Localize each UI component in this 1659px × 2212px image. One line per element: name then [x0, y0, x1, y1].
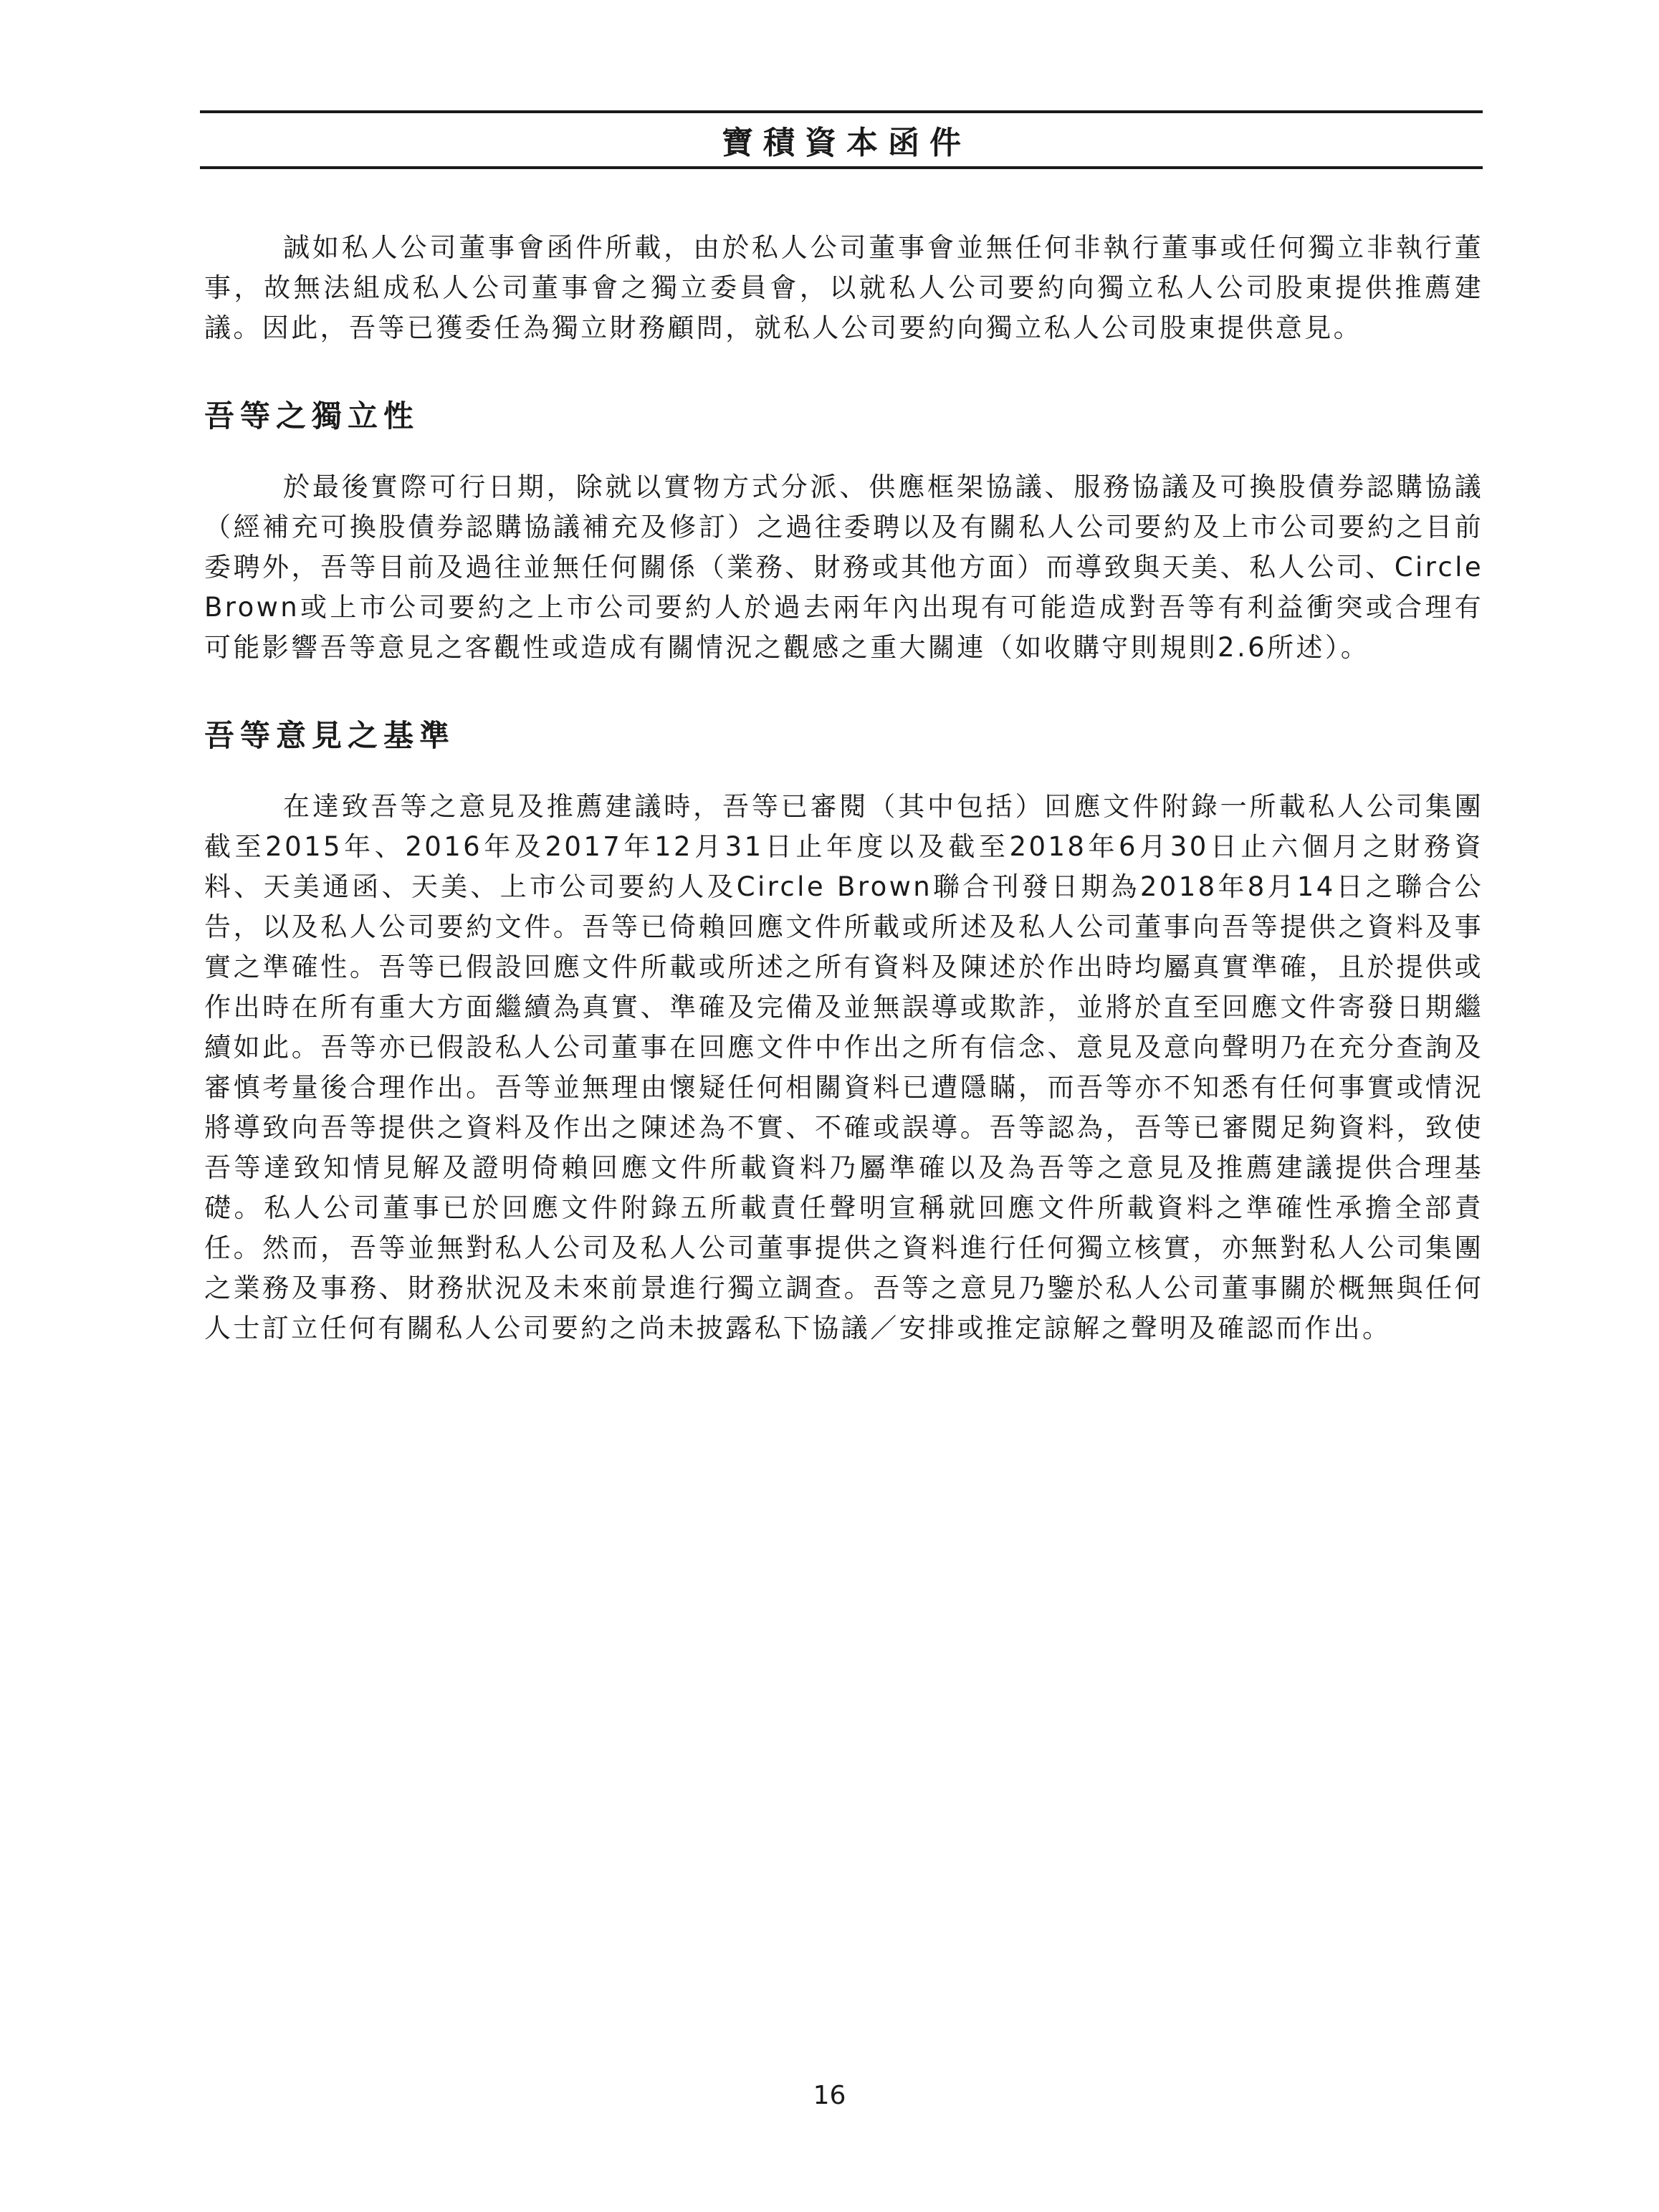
header-title: 寶積資本函件 [722, 125, 971, 161]
document-body [204, 228, 1483, 1349]
page-header [200, 110, 1483, 169]
basis-paragraph: 在達致吾等之意見及推薦建議時，吾等已審閱（其中包括）回應文件附錄一所載私人公司集團截至2015年、2016年及2017年12月31日止年度以及截至2018年6月30日止六個月之財務資料、天美通函、天美、上市公司要約人及Circle Brown聯合刊發日期為2018年8月14日之聯合公告，以及私人公司要約文件。吾等已倚賴回應文件所載或所述及私人公司董事向吾等提供之資料及事實之準確性。吾等已假設回應文件所載或所述之所有資料及陳述於作出時均屬真實準確，且於提供或作出時在所有重大方面繼續為真實、準確及完備及並無誤導或欺詐，並將於直至回應文件寄發日期繼續如此。吾等亦已假設私人公司董事在回應文件中作出之所有信念、意見及意向聲明乃在充分查詢及審慎考量後合理作出。吾等並無理由懷疑任何相關資料已遭隱瞞，而吾等亦不知悉有任何事實或情況將導致向吾等提供之資料及作出之陳述為不實、不確或誤導。吾等認為，吾等已審閱足夠資料，致使吾等達致知情見解及證明倚賴回應文件所載資料乃屬準確以及為吾等之意見及推薦建議提供合理基礎。私人公司董事已於回應文件附錄五所載責任聲明宣稱就回應文件所載資料之準確性承擔全部責任。然而，吾等並無對私人公司及私人公司董事提供之資料進行任何獨立核實，亦無對私人公司集團之業務及事務、財務狀況及未來前景進行獨立調查。吾等之意見乃鑒於私人公司董事關於概無與任何人士訂立任何有關私人公司要約之尚未披露私下協議／安排或推定諒解之聲明及確認而作出。 [204, 791, 1483, 1344]
intro-paragraph: 誠如私人公司董事會函件所載，由於私人公司董事會並無任何非執行董事或任何獨立非執行董事，故無法組成私人公司董事會之獨立委員會，以就私人公司要約向獨立私人公司股東提供推薦建議。因此，吾等已獲委任為獨立財務顧問，就私人公司要約向獨立私人公司股東提供意見。 [204, 232, 1483, 343]
basis-heading: 吾等意見之基準 [204, 718, 456, 753]
independence-paragraph: 於最後實際可行日期，除就以實物方式分派、供應框架協議、服務協議及可換股債券認購協議（經補充可換股債券認購協議補充及修訂）之過往委聘以及有關私人公司要約及上市公司要約之目前委聘外，吾等目前及過往並無任何關係（業務、財務或其他方面）而導致與天美、私人公司、Circle Brown或上市公司要約之上市公司要約人於過去兩年內出現有可能造成對吾等有利益衝突或合理有可能影響吾等意見之客觀性或造成有關情況之觀感之重大關連（如收購守則規則2.6所述）。 [204, 471, 1483, 663]
page-number: 16 [813, 2081, 846, 2110]
independence-heading: 吾等之獨立性 [204, 398, 420, 434]
